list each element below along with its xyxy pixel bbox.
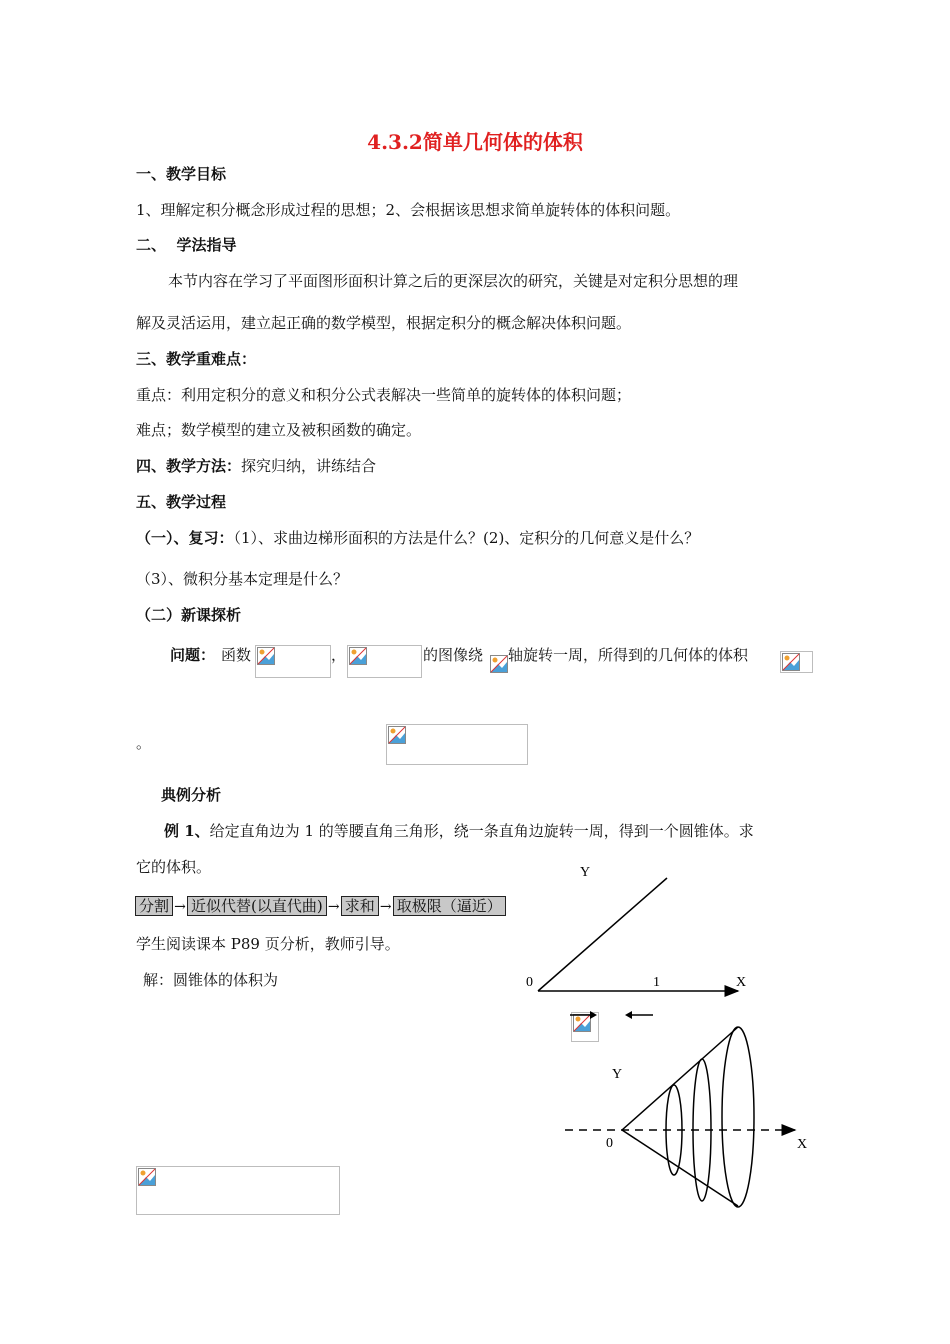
flow-step-divide: 分割 [135,896,173,916]
formula-image-solution [136,1166,340,1215]
examples-heading: 典例分析 [161,786,222,804]
flow-step-limit: 取极限（逼近） [393,896,506,916]
x-axis-label: X [797,1137,808,1152]
flow-step-sum: 求和 [341,896,379,916]
formula-image-volume-integral [386,724,528,765]
new-lesson-heading: （二）新课探析 [136,606,242,624]
broken-image-icon [138,1168,156,1186]
problem-label: 问题： [170,646,216,664]
cone-lower-edge [622,1130,738,1206]
review-label: （一）、复习： [136,529,234,547]
section-4-line [136,456,376,476]
hypotenuse-line [538,878,667,991]
review-line1 [136,528,699,548]
formula-image-axis [490,655,508,673]
example-1-line2: 它的体积。 [136,858,212,876]
formula-image-function-1 [255,645,331,678]
review-text-1: （1）、求曲边梯形面积的方法是什么？(2)、定积分的几何意义是什么？ [233,529,700,547]
process-flow [135,896,506,916]
origin-label: 0 [606,1136,613,1151]
flow-arrow-icon: → [327,899,340,915]
example-1-line1 [164,821,754,841]
problem-period: 。 [136,734,152,752]
y-axis-label: Y [580,865,591,880]
y-axis-label: Y [612,1067,623,1082]
key-point-text: 重点：利用定积分的意义和积分公式表解决一些简单的旋转体的体积问题； [136,386,632,404]
problem-text-rotate: 轴旋转一周，所得到的几何体的体积 [508,646,749,664]
section-5-heading: 五、教学过程 [136,493,227,511]
section-2-line1: 本节内容在学习了平面图形面积计算之后的更深层次的研究，关键是对定积分思想的理 [168,272,739,290]
formula-image-interval [347,645,422,678]
example-1-label: 例 1、 [164,822,210,840]
section-1-heading: 一、教学目标 [136,165,227,183]
example-1-text: 给定直角边为 1 的等腰直角三角形，绕一条直角边旋转一周，得到一个圆锥体。求 [209,822,754,840]
broken-image-icon [257,647,275,665]
review-line2: （3）、微积分基本定理是什么？ [136,570,349,588]
section-2-heading: 二、 学法指导 [136,236,237,254]
section-4-text: 探究归纳，讲练结合 [241,457,377,475]
reading-instruction: 学生阅读课本 P89 页分析，教师引导。 [136,935,400,953]
broken-image-icon [349,647,367,665]
cone-upper-edge [622,1027,738,1130]
formula-image-volume-symbol [780,651,813,673]
broken-image-icon [388,726,406,744]
section-3-heading: 三、教学重难点： [136,350,257,368]
broken-image-icon [782,653,800,671]
section-1-text: 1、理解定积分概念形成过程的思想；2、会根据该思想求简单旋转体的体积问题。 [136,201,681,219]
section-4-heading: 四、教学方法： [136,457,242,475]
flow-step-approximate: 近似代替(以直代曲) [187,896,327,916]
flow-arrow-icon: → [174,899,186,915]
problem-text-func: 函数 [221,646,252,664]
broken-image-icon [490,655,508,673]
cone-diagram [560,1020,820,1212]
section-2-line2: 解及灵活运用，建立起正确的数学模型，根据定积分的概念解决体积问题。 [136,314,632,332]
cone-base [722,1027,754,1207]
problem-text-graph: 的图像绕 [423,646,484,664]
difficult-point-text: 难点；数学模型的建立及被积函数的确定。 [136,421,422,439]
problem-comma: ， [331,646,347,664]
page-title: 4.3.2简单几何体的体积 [367,130,583,154]
flow-arrow-icon: → [379,899,392,915]
x-axis-label: X [736,975,747,990]
solution-text: 解：圆锥体的体积为 [143,971,279,989]
triangle-axes-diagram [500,858,760,998]
length-label: 1 [653,975,660,990]
origin-label: 0 [526,975,533,990]
